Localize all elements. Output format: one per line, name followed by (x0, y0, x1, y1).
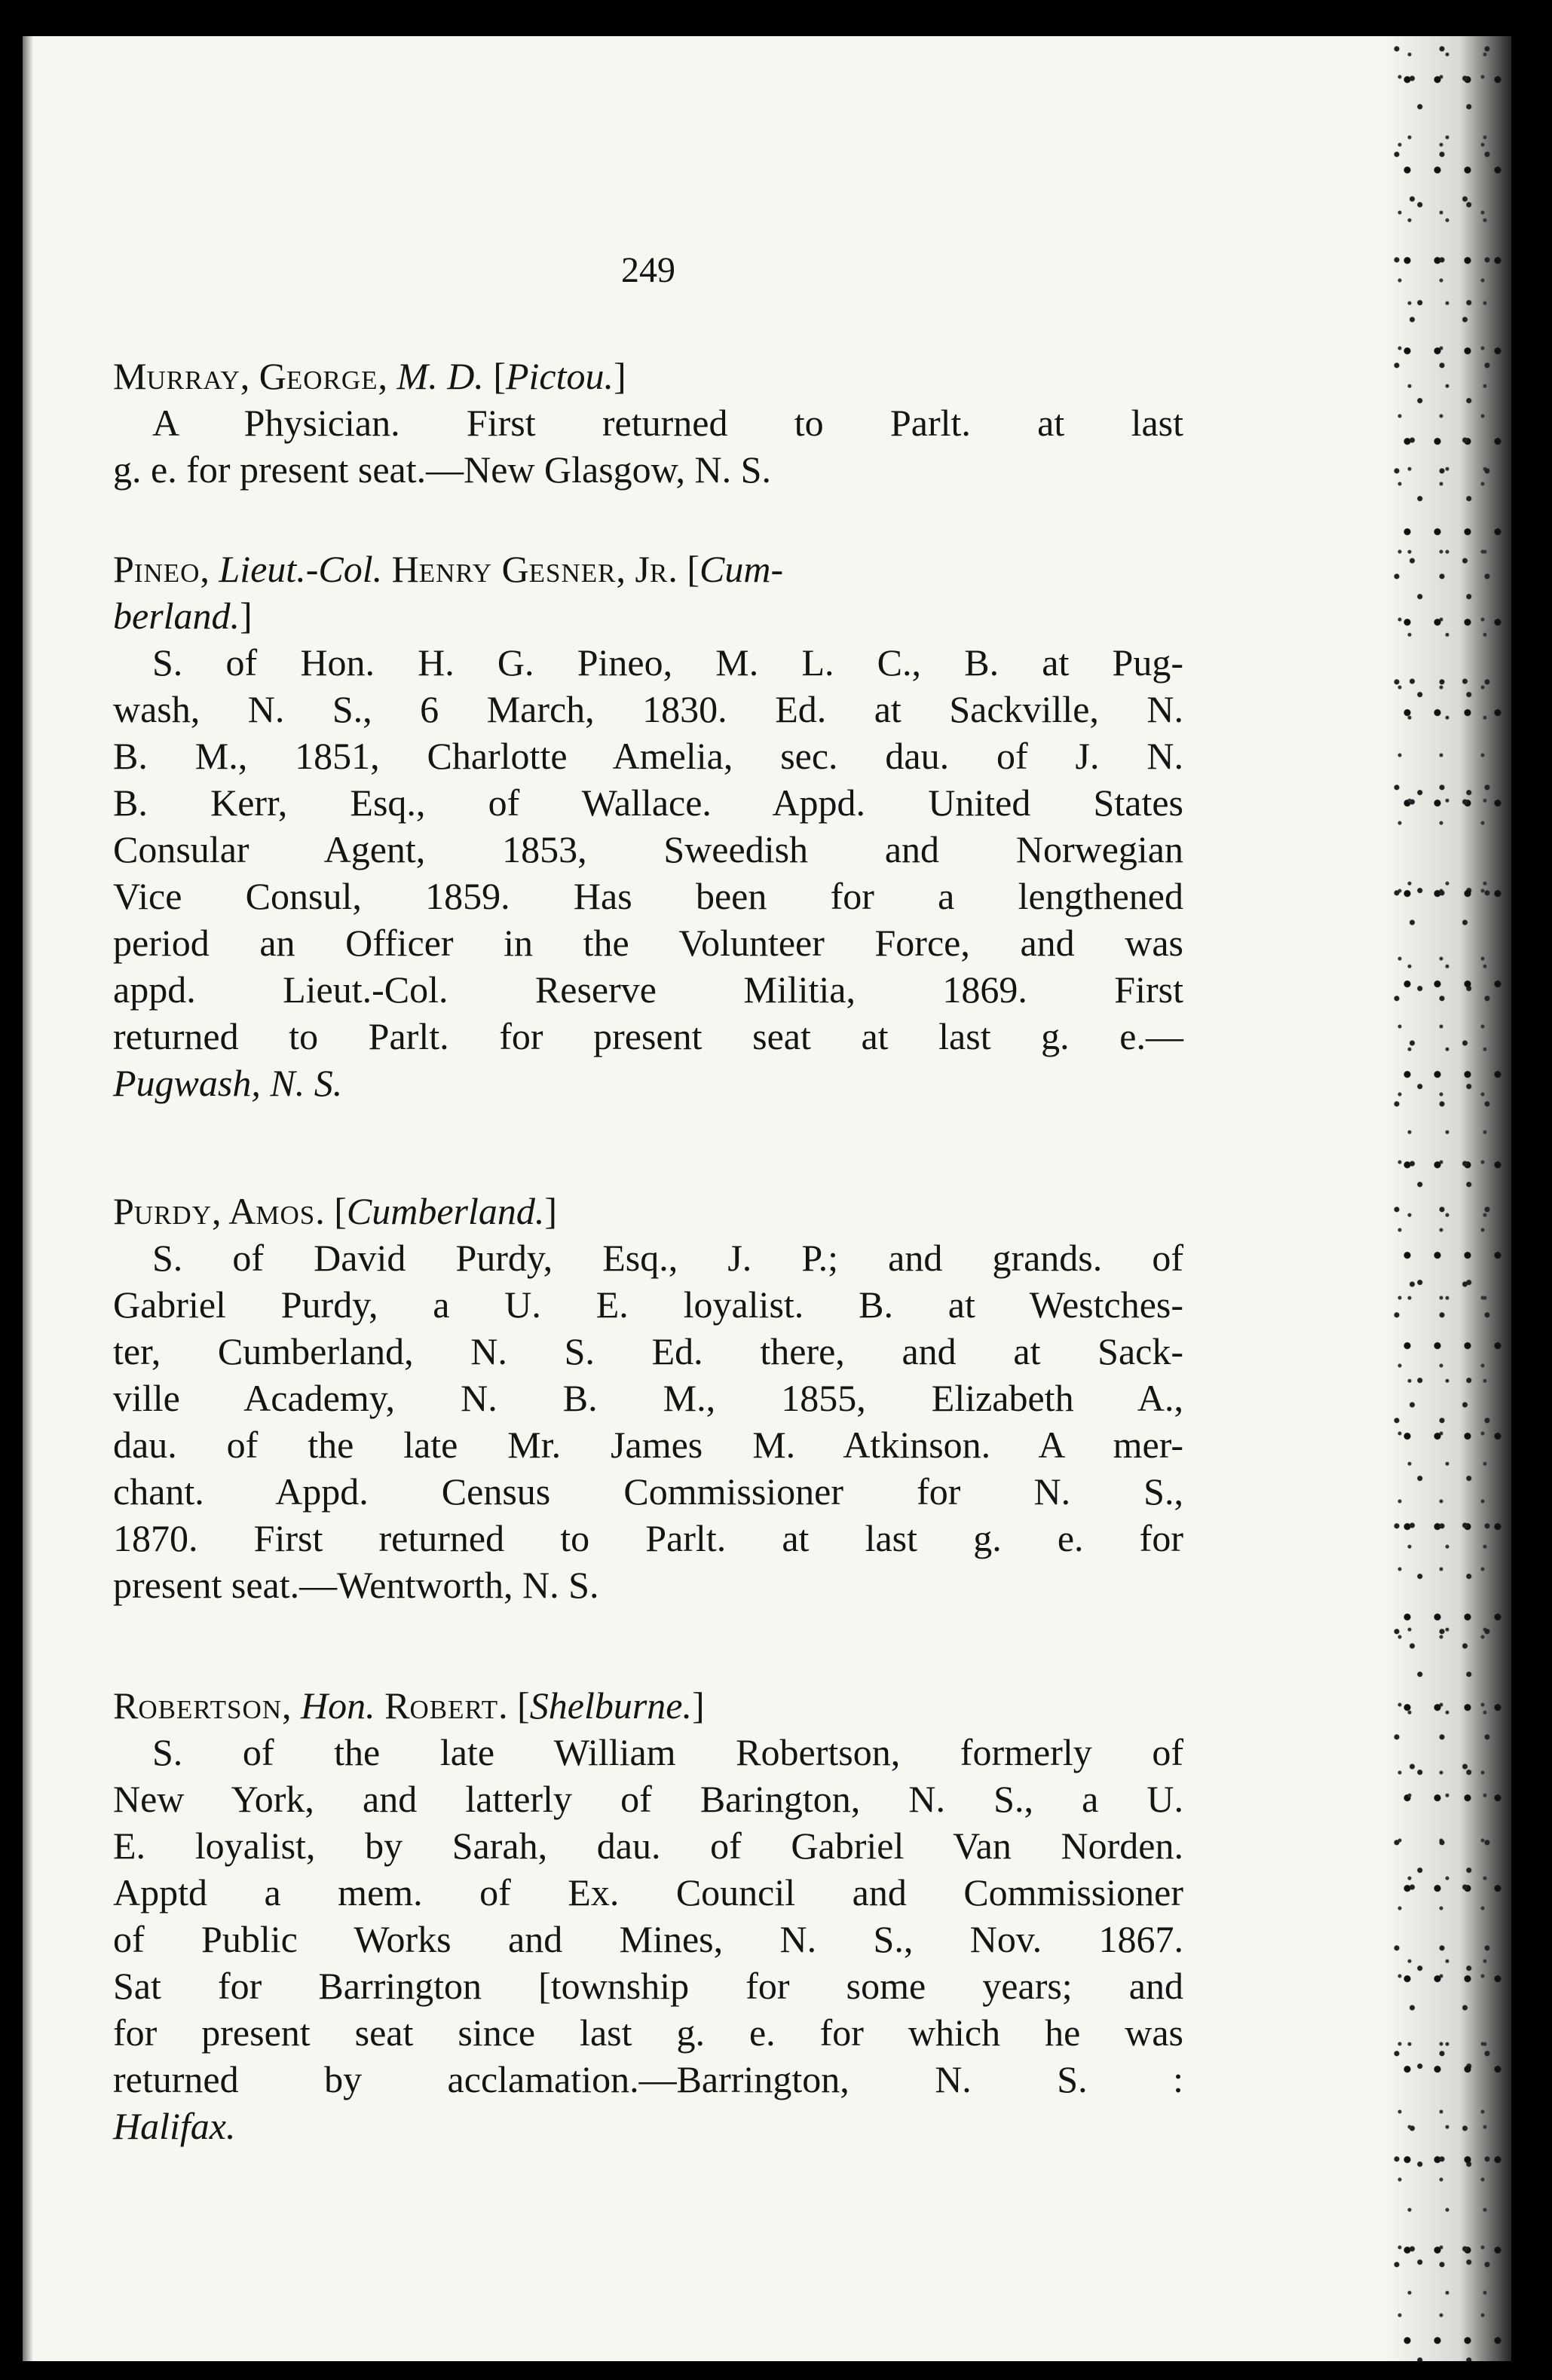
body-line: S. of David Purdy, Esq., J. P.; and grands. of (152, 1237, 1183, 1279)
body-line: appd. Lieut.-Col. Reserve Militia, 1869. First (113, 968, 1183, 1011)
heading-comma: , (200, 548, 219, 590)
body-line: A Physician. First returned to Parlt. at last (152, 402, 1183, 444)
body-line: Apptd a mem. of Ex. Council and Commissioner (113, 1871, 1183, 1913)
body-line: dau. of the late Mr. James M. Atkinson. A mer- (113, 1424, 1183, 1466)
heading-comma: , (240, 355, 259, 397)
entry-heading-continued (113, 592, 1183, 639)
page-number: 249 (621, 250, 675, 290)
entry-purdy (113, 1188, 1183, 1608)
body-line: Vice Consul, 1859. Has been for a lengthened (113, 875, 1183, 917)
bracket-open: . [ (315, 1190, 347, 1232)
constituency: Cum- (699, 548, 784, 590)
body-line: ter, Cumberland, N. S. Ed. there, and at Sack- (113, 1330, 1183, 1372)
body-line: Halifax. (113, 2105, 236, 2147)
body-line: period an Officer in the Volunteer Force, and was (113, 922, 1183, 964)
given-name-rest: enry (418, 548, 493, 590)
heading-comma: , (282, 1684, 301, 1727)
bracket-open: [ (483, 355, 506, 397)
body-line: returned by acclamation.—Barrington, N. S. : (113, 2058, 1183, 2100)
entry-pineo (113, 546, 1183, 1106)
bracket-open: . [ (668, 548, 700, 590)
surname-rest: urdy (133, 1190, 212, 1232)
body-line: 1870. First returned to Parlt. at last g. e. for (113, 1517, 1183, 1559)
bracket-close: ] (691, 1684, 705, 1727)
entry-heading (113, 1188, 1183, 1234)
honorific: Hon. (301, 1684, 375, 1727)
constituency: berland. (113, 595, 240, 637)
degree: M. D. (396, 355, 484, 397)
given-name-initial: , A (212, 1190, 256, 1232)
middle-name-rest: esner (528, 548, 617, 590)
bracket-close: ] (544, 1190, 558, 1232)
given-name-rest: eorge (286, 355, 378, 397)
rank: Lieut.-Col. (219, 548, 383, 590)
bracket-open: . [ (498, 1684, 530, 1727)
torn-page-edge (1383, 36, 1511, 2361)
body-line: New York, and latterly of Barington, N. S., a U. (113, 1778, 1183, 1820)
surname-rest: ineo (133, 548, 201, 590)
given-name-rest: mos (256, 1190, 316, 1232)
body-line: Consular Agent, 1853, Sweedish and Norwegian (113, 828, 1183, 870)
page-left-shadow (23, 36, 33, 2361)
surname-initial: M (113, 355, 147, 397)
entry-heading (113, 546, 1183, 592)
middle-name-initial: G (492, 548, 529, 590)
suffix-initial: , J (616, 548, 650, 590)
body-line: of Public Works and Mines, N. S., Nov. 1867. (113, 1918, 1183, 1960)
bracket-close: ] (614, 355, 626, 397)
body-line: E. loyalist, by Sarah, dau. of Gabriel Van Norden. (113, 1825, 1183, 1867)
surname-initial: R (113, 1684, 139, 1727)
constituency: Shelburne. (529, 1684, 692, 1727)
surname-rest: obertson (138, 1684, 282, 1727)
constituency: Pictou. (505, 355, 614, 397)
body-line: Gabriel Purdy, a U. E. loyalist. B. at Westches- (113, 1283, 1183, 1326)
body-line: ville Academy, N. B. M., 1855, Elizabeth A., (113, 1377, 1183, 1419)
entry-robertson (113, 1682, 1183, 2149)
body-line: Pugwash, N. S. (113, 1062, 343, 1104)
given-name-initial: R (375, 1684, 410, 1727)
surname-initial: P (113, 548, 134, 590)
suffix-rest: r (650, 548, 669, 590)
given-name-rest: obert (409, 1684, 499, 1727)
body-line: for present seat since last g. e. for which he was (113, 2011, 1183, 2054)
body-line: wash, N. S., 6 March, 1830. Ed. at Sackville, N. (113, 688, 1183, 730)
body-line: present seat.—Wentworth, N. S. (113, 1564, 599, 1606)
body-line: S. of the late William Robertson, formerly of (152, 1731, 1183, 1773)
body-line: B. Kerr, Esq., of Wallace. Appd. United States (113, 782, 1183, 824)
given-name-initial: G (259, 355, 286, 397)
entry-heading (113, 353, 1183, 399)
constituency: Cumberland. (346, 1190, 545, 1232)
given-name-initial: H (382, 548, 419, 590)
body-line: returned to Parlt. for present seat at last g. e.— (113, 1015, 1183, 1057)
body-line: Sat for Barrington [township for some years; and (113, 1965, 1183, 2007)
entry-heading (113, 1682, 1183, 1729)
surname-initial: P (113, 1190, 134, 1232)
surname-rest: urray (146, 355, 240, 397)
body-line: g. e. for present seat.—New Glasgow, N. S. (113, 448, 771, 491)
bracket-close: ] (240, 595, 253, 637)
entry-murray (113, 353, 1183, 493)
body-line: B. M., 1851, Charlotte Amelia, sec. dau. of J. N. (113, 735, 1183, 777)
heading-comma: , (378, 355, 397, 397)
body-line: chant. Appd. Census Commissioner for N. S., (113, 1470, 1183, 1513)
body-line: S. of Hon. H. G. Pineo, M. L. C., B. at Pug- (152, 641, 1183, 684)
book-page (23, 36, 1511, 2361)
